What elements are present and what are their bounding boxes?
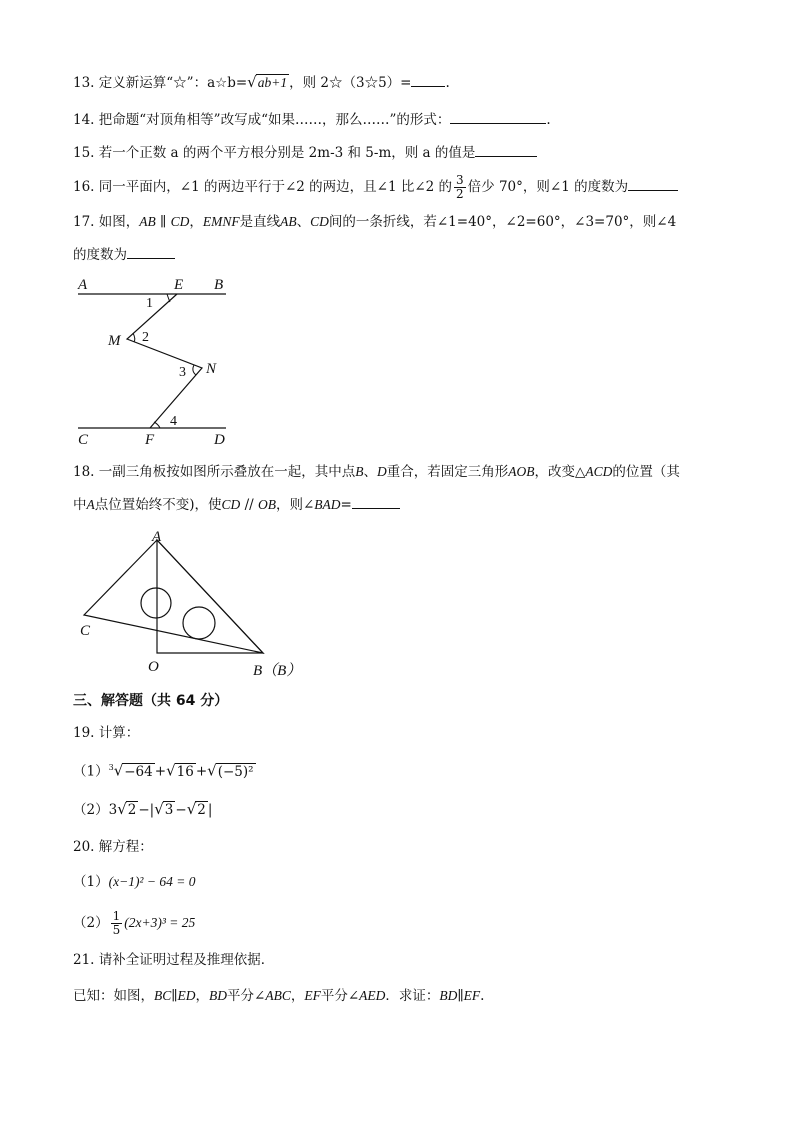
question-17-line2: 的度数为	[73, 244, 175, 265]
question-20-part2: （2） $\frac{1}{5}$ (2x+3)³ = 25	[73, 909, 196, 937]
triangle-hole-2	[183, 607, 215, 639]
angle-arc-1	[167, 294, 170, 302]
angle-label-2: 2	[142, 330, 149, 345]
angle-label-3: 3	[179, 365, 186, 380]
label-B: B	[214, 277, 224, 293]
label-B: B（B）	[253, 663, 302, 679]
answer-blank[interactable]	[352, 494, 400, 509]
triangle-hole-1	[141, 588, 171, 618]
label-A: A	[152, 529, 162, 545]
label-C: C	[78, 432, 89, 448]
label-A: A	[78, 277, 88, 293]
figure-18	[70, 526, 320, 686]
label-M: M	[108, 333, 121, 349]
question-18-line1: 18. 一副三角板按如图所示叠放在一起，其中点B、D重合，若固定三角形AOB，改变△ACD的位置（其	[73, 464, 680, 480]
label-F: F	[145, 432, 155, 448]
figure-17	[70, 272, 240, 452]
label-C: C	[80, 623, 91, 639]
sqrt-radicand: ab+1	[257, 75, 288, 90]
label-E: E	[174, 277, 184, 293]
label-D: D	[214, 432, 225, 448]
question-17-line1: 17. 如图，AB ∥ CD，EMNF是直线AB、CD间的一条折线，若∠1=40°，∠2=60°，∠3=70°，则∠4	[73, 214, 677, 230]
answer-blank[interactable]	[127, 244, 175, 259]
angle-label-1: 1	[146, 296, 153, 311]
fraction: $\frac{1}{5}$	[112, 909, 121, 937]
angle-arc-2	[133, 333, 135, 342]
polyline-emnf	[127, 294, 202, 428]
label-O: O	[148, 659, 159, 675]
angle-arc-3	[193, 365, 196, 375]
fraction: $\frac{3}{2}$	[456, 173, 464, 201]
answer-blank[interactable]	[475, 142, 537, 157]
question-15: 15. 若一个正数 a 的两个平方根分别是 2m-3 和 5-m，则 a 的值是	[73, 142, 537, 163]
question-13: 13. 定义新运算“☆”：a☆b=√ab+1 ，则 2☆（3☆5）= .	[73, 73, 450, 91]
answer-blank[interactable]	[628, 176, 678, 191]
triangle-acd	[84, 540, 263, 653]
question-20: 20. 解方程：	[73, 839, 153, 855]
question-19-part1: $(1)^3√-64 +√16 +√(-5)^2$	[73, 761, 254, 780]
answer-blank[interactable]	[450, 109, 546, 124]
question-19-part2: （2）3√2 −|√3 −√2 |	[73, 800, 213, 818]
question-20-part1: （1）(x−1)² − 64 = 0	[73, 874, 196, 890]
label-N: N	[206, 361, 217, 377]
answer-blank[interactable]	[411, 72, 445, 87]
question-16: 16. 同一平面内，∠1 的两边平行于∠2 的两边，且∠1 比∠2 的 $\frac{3}{2}$ 倍少 70°，则∠1 的度数为	[73, 174, 678, 201]
question-19: 19. 计算：	[73, 725, 140, 741]
section-heading: 三、解答题（共 64 分）	[73, 693, 229, 709]
question-21-given: 已知：如图，BC∥ED，BD平分∠ABC，EF平分∠AED．求证：BD∥EF.	[73, 988, 485, 1004]
question-14: 14. 把命题“对顶角相等”改写成“如果……，那么……”的形式： .	[73, 109, 551, 130]
angle-label-4: 4	[170, 414, 177, 429]
question-18-line2: 中A点位置始终不变)，使CD // OB，则∠BAD=	[73, 494, 400, 515]
question-21: 21. 请补全证明过程及推理依据．	[73, 952, 275, 968]
angle-arc-4	[154, 422, 160, 428]
